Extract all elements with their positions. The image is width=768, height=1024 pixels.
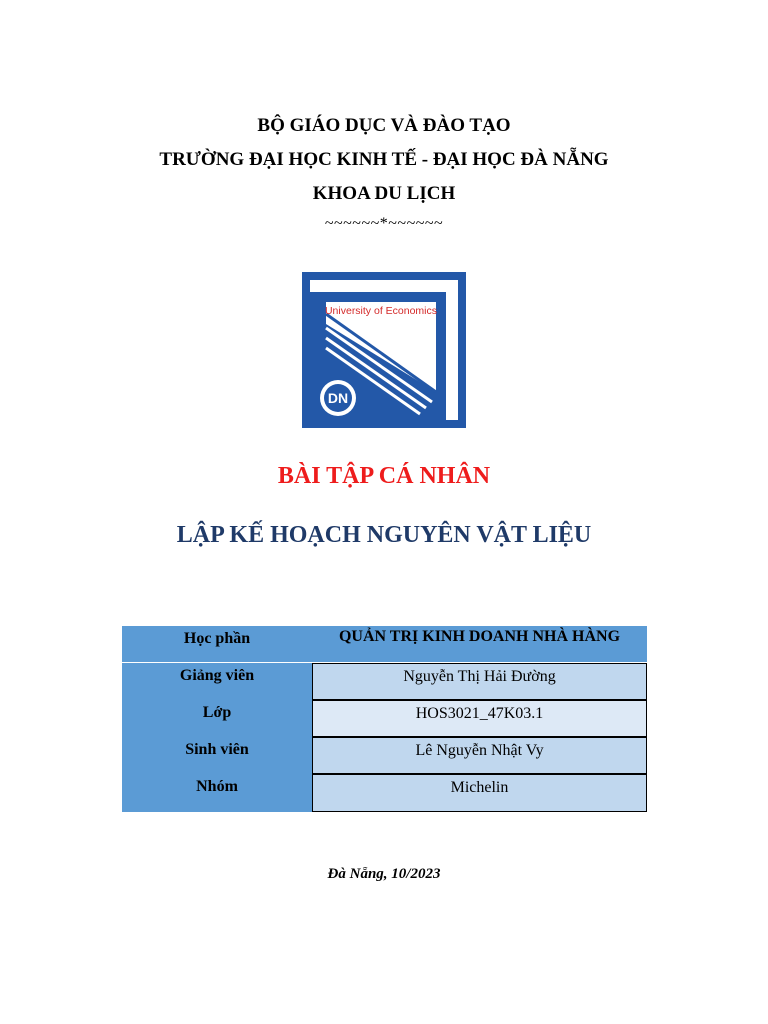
label-student: Sinh viên bbox=[122, 737, 312, 774]
logo-emblem: DN bbox=[327, 390, 349, 406]
info-table bbox=[122, 626, 647, 812]
table-row bbox=[122, 626, 647, 662]
label-class: Lớp bbox=[122, 700, 312, 737]
label-group: Nhóm bbox=[122, 774, 312, 812]
value-course: QUẢN TRỊ KINH DOANH NHÀ HÀNG bbox=[312, 626, 647, 662]
label-course: Học phần bbox=[122, 626, 312, 662]
table-row bbox=[122, 700, 647, 737]
decorative-separator: ~~~~~~*~~~~~~ bbox=[324, 215, 444, 232]
university-logo bbox=[302, 272, 466, 428]
value-class: HOS3021_47K03.1 bbox=[312, 700, 647, 737]
table-row bbox=[122, 737, 647, 774]
value-group: Michelin bbox=[312, 774, 647, 812]
faculty-heading: KHOA DU LỊCH bbox=[312, 183, 456, 204]
ministry-heading: BỘ GIÁO DỤC VÀ ĐÀO TẠO bbox=[257, 115, 511, 136]
assignment-subtitle: LẬP KẾ HOẠCH NGUYÊN VẬT LIỆU bbox=[176, 522, 592, 548]
table-row bbox=[122, 774, 647, 812]
label-lecturer: Giảng viên bbox=[122, 663, 312, 700]
assignment-title: BÀI TẬP CÁ NHÂN bbox=[277, 463, 491, 489]
table-row bbox=[122, 663, 647, 700]
place-date: Đà Nẵng, 10/2023 bbox=[327, 866, 441, 882]
logo-text: University of Economics bbox=[324, 305, 438, 317]
university-heading: TRƯỜNG ĐẠI HỌC KINH TẾ - ĐẠI HỌC ĐÀ NẴNG bbox=[159, 149, 609, 170]
value-student: Lê Nguyễn Nhật Vy bbox=[312, 737, 647, 774]
value-lecturer: Nguyễn Thị Hải Đường bbox=[312, 663, 647, 700]
